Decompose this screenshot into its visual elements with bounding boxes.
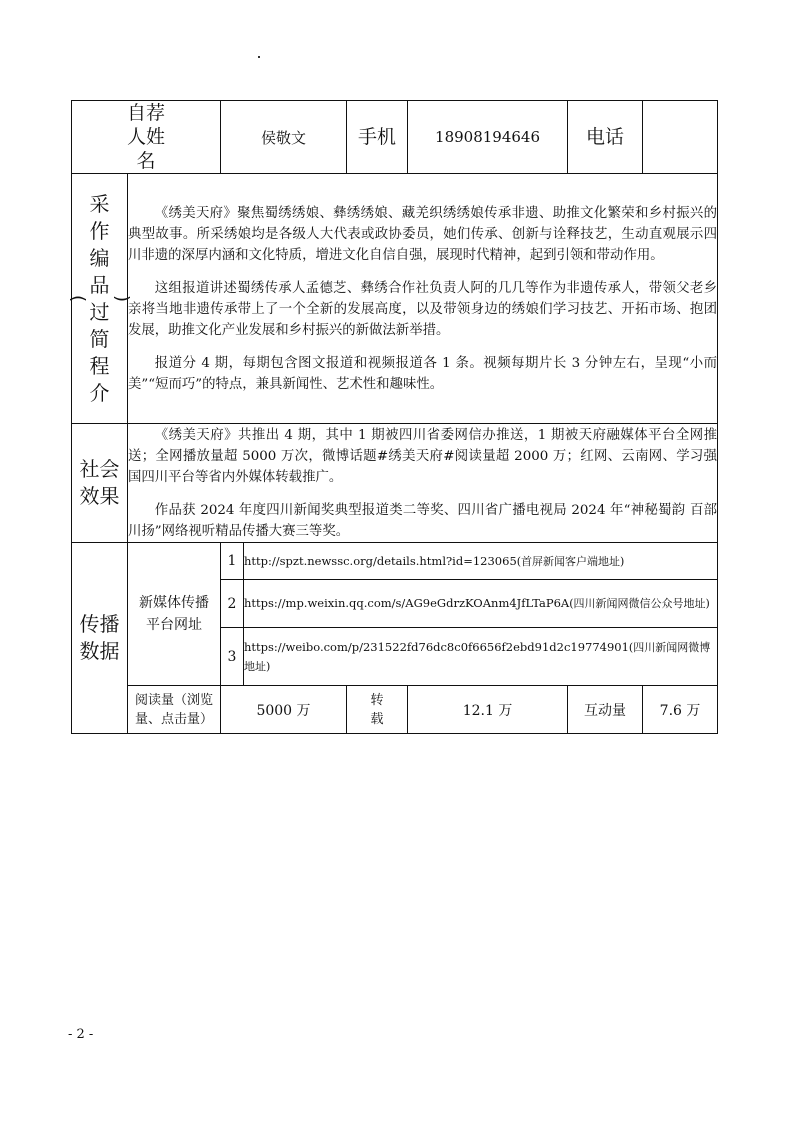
interactions-value: 7.6 万 xyxy=(643,686,718,734)
url-note: (四川新闻网微信公众号地址) xyxy=(569,597,710,610)
url-link[interactable]: https://mp.weixin.qq.com/s/AG9eGdrzKOAnm4JfLTaP6A xyxy=(244,596,570,610)
effect-description xyxy=(128,424,718,543)
dissemination-label: 传播数据 xyxy=(79,612,120,663)
url-link[interactable]: http://spzt.newssc.org/details.html?id=123065 xyxy=(244,553,517,568)
process-paragraph: 报道分 4 期，每期包含图文报道和视频报道各 1 条。视频每期片长 3 分钟左右，呈现“小而美”“短而巧”的特点，兼具新闻性、艺术性和趣味性。 xyxy=(128,355,718,392)
effect-row xyxy=(72,424,718,543)
process-label-close-paren: ) xyxy=(111,294,133,303)
nominator-label-cell xyxy=(72,101,221,174)
metrics-row xyxy=(72,686,718,734)
effect-label-cell xyxy=(72,424,128,543)
reads-value: 5000 万 xyxy=(221,686,347,734)
header-row xyxy=(72,101,718,174)
reads-label-cell xyxy=(128,686,221,734)
url-index: 1 xyxy=(221,543,244,580)
platform-label-cell xyxy=(128,543,221,686)
process-label-cell xyxy=(67,174,133,424)
url-cell xyxy=(244,580,718,628)
url-index: 2 xyxy=(221,580,244,628)
reposts-label-cell xyxy=(347,686,408,734)
url-row-1 xyxy=(72,543,718,580)
page-number: - 2 - xyxy=(68,1027,94,1042)
url-link[interactable]: https://weibo.com/p/231522fd76dc8c0f6656f2ebd91d2c19774901 xyxy=(244,639,629,654)
reads-label: 阅读量（浏览量、点击量） xyxy=(134,692,213,727)
process-paragraph: 这组报道讲述蜀绣传承人孟德芝、彝绣合作社负责人阿的几几等作为非遗传承人，带领父老乡亲将当地非遗传承带上了一个全新的发展高度，以及带领身边的绣娘们学习技艺、开拓市场、抱团发展，助推文化产业发展和乡村振兴的新做法新举措。 xyxy=(128,280,718,338)
phone-value xyxy=(643,101,718,174)
url-index: 3 xyxy=(221,628,244,686)
process-label: 采作编品过简程介 xyxy=(89,191,110,405)
effect-paragraph: 作品获 2024 年度四川新闻奖典型报道类二等奖、四川省广播电视局 2024 年“神秘蜀韵 百部川扬”网络视听精品传播大赛三等奖。 xyxy=(128,502,718,539)
interactions-label: 互动量 xyxy=(568,686,643,734)
nomination-form-table xyxy=(67,100,718,734)
phone-label: 电话 xyxy=(568,101,643,174)
scan-speck xyxy=(258,56,260,58)
url-cell xyxy=(244,628,718,686)
url-note: (四川新闻网微博地址) xyxy=(244,640,711,673)
process-paragraph: 《绣美天府》聚焦蜀绣绣娘、彝绣绣娘、藏羌织绣绣娘传承非遗、助推文化繁荣和乡村振兴的典型故事。所采绣娘均是各级人大代表或政协委员，她们传承、创新与诠释技艺，生动直观展示四川非遗的深厚内涵和文化特质，增进文化自信自强，展现时代精神，起到引领和带动作用。 xyxy=(128,205,718,263)
nominator-label: 自荐人姓名 xyxy=(126,102,165,172)
dissemination-label-cell xyxy=(72,543,128,734)
mobile-value: 18908194646 xyxy=(408,101,568,174)
platform-label: 新媒体传播平台网址 xyxy=(139,595,209,633)
effect-label: 社会效果 xyxy=(79,457,120,508)
nominator-name: 侯敬文 xyxy=(221,101,347,174)
mobile-label: 手机 xyxy=(347,101,408,174)
process-description xyxy=(128,174,718,424)
reposts-value: 12.1 万 xyxy=(408,686,568,734)
url-note: (首屏新闻客户端地址) xyxy=(516,554,625,568)
effect-paragraph: 《绣美天府》共推出 4 期，其中 1 期被四川省委网信办推送，1 期被天府融媒体平台全网推送；全网播放量超 5000 万次，微博话题#绣美天府#阅读量超 2000 万；红网、云南网、学习强国四川平台等省内外媒体转载推广。 xyxy=(128,427,718,485)
url-cell xyxy=(244,543,718,580)
reposts-label: 转载 xyxy=(370,692,384,727)
process-label-open-paren: ( xyxy=(67,294,89,303)
process-row xyxy=(72,174,718,424)
